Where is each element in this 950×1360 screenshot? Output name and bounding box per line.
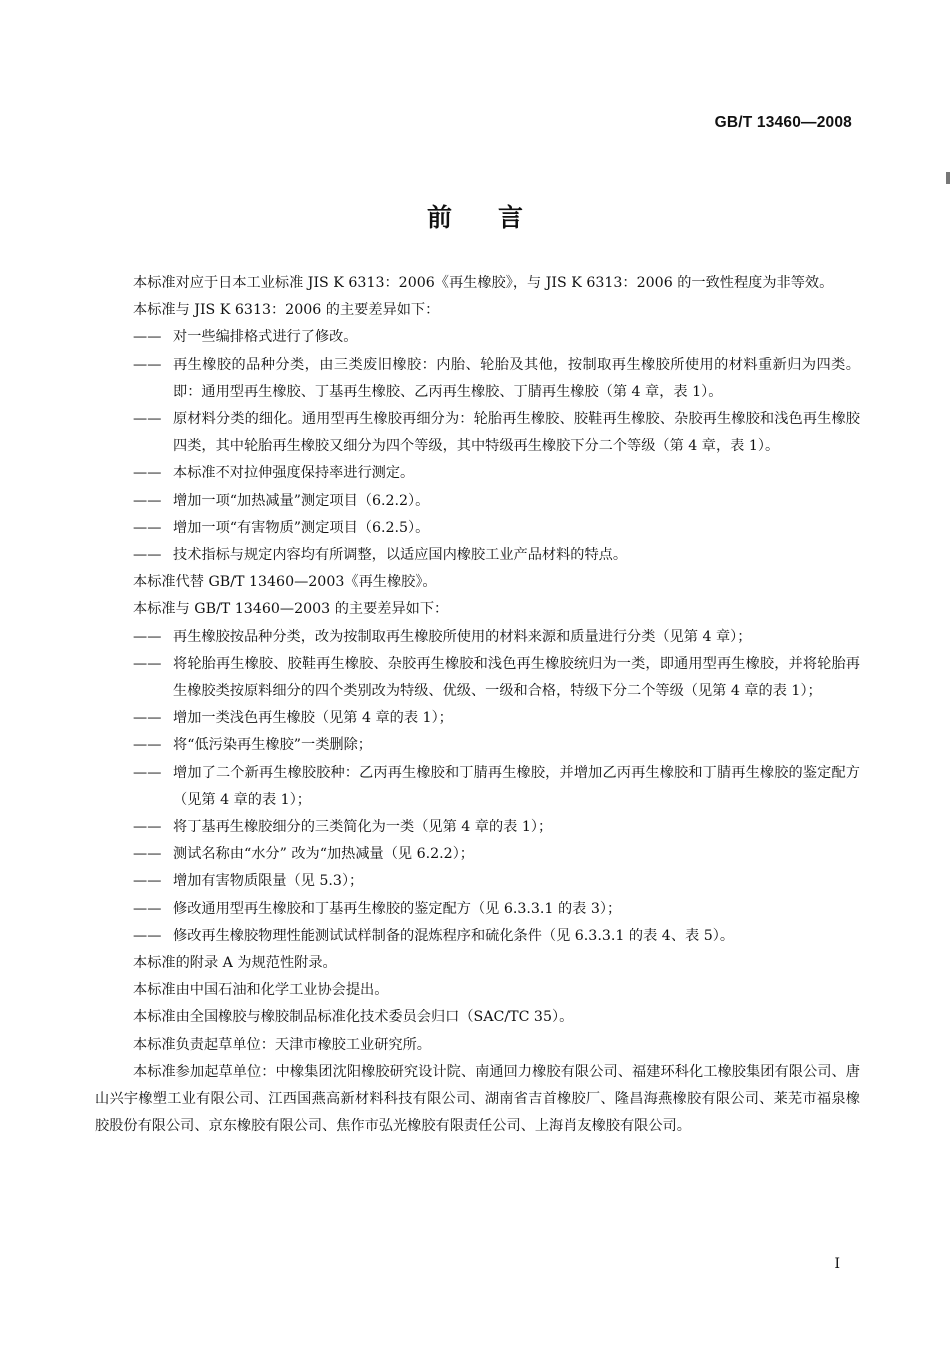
dash-mark: —— — [133, 927, 162, 944]
dash-list-item — [95, 841, 860, 868]
dash-list-item — [95, 488, 860, 515]
dash-item-text: 再生橡胶按品种分类，改为按制取再生橡胶所使用的材料来源和质量进行分类（见第 4 章）； — [173, 628, 752, 645]
edge-mark — [946, 172, 950, 184]
dash-mark: —— — [133, 628, 162, 645]
dash-item-text: 增加了二个新再生橡胶胶种：乙丙再生橡胶和丁腈再生橡胶，并增加乙丙再生橡胶和丁腈再生橡胶的鉴定配方（见第 4 章的表 1）； — [173, 764, 860, 808]
dash-mark: —— — [133, 655, 162, 672]
dash-item-text: 将轮胎再生橡胶、胶鞋再生橡胶、杂胶再生橡胶和浅色再生橡胶统归为一类，即通用型再生橡胶，并将轮胎再生橡胶类按原料细分的四个类别改为特级、优级、一级和合格，特级下分二个等级（见第 4 章的表 1）； — [173, 655, 860, 700]
page-title: 前言 — [426, 203, 569, 232]
dash-item-text: 对一些编排格式进行了修改。 — [173, 329, 358, 346]
dash-mark: —— — [133, 846, 162, 863]
dash-list-item — [95, 868, 860, 895]
dash-list-item — [95, 814, 860, 841]
dash-list-item — [95, 460, 860, 487]
dash-item-text: 修改通用型再生橡胶和丁基再生橡胶的鉴定配方（见 6.3.3.1 的表 3）； — [173, 900, 622, 917]
dash-mark: —— — [133, 519, 162, 536]
dash-item-text: 原材料分类的细化。通用型再生橡胶再细分为：轮胎再生橡胶、胶鞋再生橡胶、杂胶再生橡胶和浅色再生橡胶四类，其中轮胎再生橡胶又细分为四个等级，其中特级再生橡胶下分二个等级（第 4 章，表 1）。 — [173, 411, 860, 455]
dash-list-item — [95, 896, 860, 923]
dash-item-text: 将丁基再生橡胶细分的三类简化为一类（见第 4 章的表 1）； — [173, 819, 553, 836]
dash-item-text: 再生橡胶的品种分类，由三类废旧橡胶：内胎、轮胎及其他，按制取再生橡胶所使用的材料重新归为四类。即：通用型再生橡胶、丁基再生橡胶、乙丙再生橡胶、丁腈再生橡胶（第 4 章，表 1）。 — [173, 356, 860, 400]
dash-mark: —— — [133, 819, 162, 836]
dash-item-text: 增加一项“有害物质”测定项目（6.2.5）。 — [173, 519, 430, 536]
dash-item-text: 增加一项“加热减量”测定项目（6.2.2）。 — [173, 492, 430, 509]
dash-mark: —— — [133, 492, 162, 509]
dash-list-item — [95, 542, 860, 569]
dash-list-item — [95, 324, 860, 351]
dash-item-text: 测试名称由“水分” 改为“加热减量（见 6.2.2）； — [173, 846, 474, 863]
dash-mark: —— — [133, 411, 162, 428]
paragraph: 本标准与 JIS K 6313：2006 的主要差异如下： — [133, 302, 440, 319]
dash-list-item — [95, 515, 860, 542]
dash-item-text: 修改再生橡胶物理性能测试试样制备的混炼程序和硫化条件（见 6.3.3.1 的表 4、表 5）。 — [173, 927, 735, 944]
dash-mark: —— — [133, 329, 162, 346]
dash-mark: —— — [133, 465, 162, 482]
paragraph: 本标准与 GB/T 13460—2003 的主要差异如下： — [133, 601, 449, 618]
standard-number: GB/T 13460—2008 — [714, 114, 852, 131]
dash-mark: —— — [133, 737, 162, 754]
dash-list-item — [95, 705, 860, 732]
dash-item-text: 增加一类浅色再生橡胶（见第 4 章的表 1）； — [173, 710, 453, 727]
dash-list-item — [95, 923, 860, 950]
foreword-body — [95, 270, 860, 1141]
dash-list-item — [95, 651, 860, 705]
paragraph: 本标准代替 GB/T 13460—2003《再生橡胶》。 — [133, 574, 437, 591]
dash-mark: —— — [133, 900, 162, 917]
dash-item-text: 技术指标与规定内容均有所调整，以适应国内橡胶工业产品材料的特点。 — [173, 547, 628, 564]
paragraph: 本标准由全国橡胶与橡胶制品标准化技术委员会归口（SAC/TC 35）。 — [133, 1009, 574, 1026]
paragraph: 本标准对应于日本工业标准 JIS K 6313：2006《再生橡胶》，与 JIS K 6313：2006 的一致性程度为非等效。 — [133, 275, 834, 291]
paragraph: 本标准的附录 A 为规范性附录。 — [133, 955, 337, 972]
dash-list-item — [95, 732, 860, 759]
paragraph: 本标准负责起草单位：天津市橡胶工业研究所。 — [133, 1036, 431, 1053]
dash-mark: —— — [133, 764, 162, 781]
dash-item-text: 增加有害物质限量（见 5.3）； — [173, 873, 364, 890]
dash-list-item — [95, 624, 860, 651]
dash-mark: —— — [133, 710, 162, 727]
dash-item-text: 本标准不对拉伸强度保持率进行测定。 — [173, 465, 415, 482]
dash-mark: —— — [133, 356, 162, 373]
paragraph: 本标准参加起草单位：中橡集团沈阳橡胶研究设计院、南通回力橡胶有限公司、福建环科化工橡胶集团有限公司、唐山兴宇橡塑工业有限公司、江西国燕高新材料科技有限公司、湖南省吉首橡胶厂、隆昌海燕橡胶有限公司、莱芜市福泉橡胶股份有限公司、京东橡胶有限公司、焦作市弘光橡胶有限责任公司、上海肖友橡胶有限公司。 — [95, 1063, 860, 1135]
dash-mark: —— — [133, 873, 162, 890]
dash-list-item — [95, 352, 860, 406]
dash-item-text: 将“低污染再生橡胶”一类删除； — [173, 737, 372, 754]
dash-list-item — [95, 406, 860, 460]
dash-list-item — [95, 760, 860, 814]
paragraph: 本标准由中国石油和化学工业协会提出。 — [133, 982, 389, 999]
page-number: I — [834, 1256, 840, 1272]
dash-mark: —— — [133, 547, 162, 564]
